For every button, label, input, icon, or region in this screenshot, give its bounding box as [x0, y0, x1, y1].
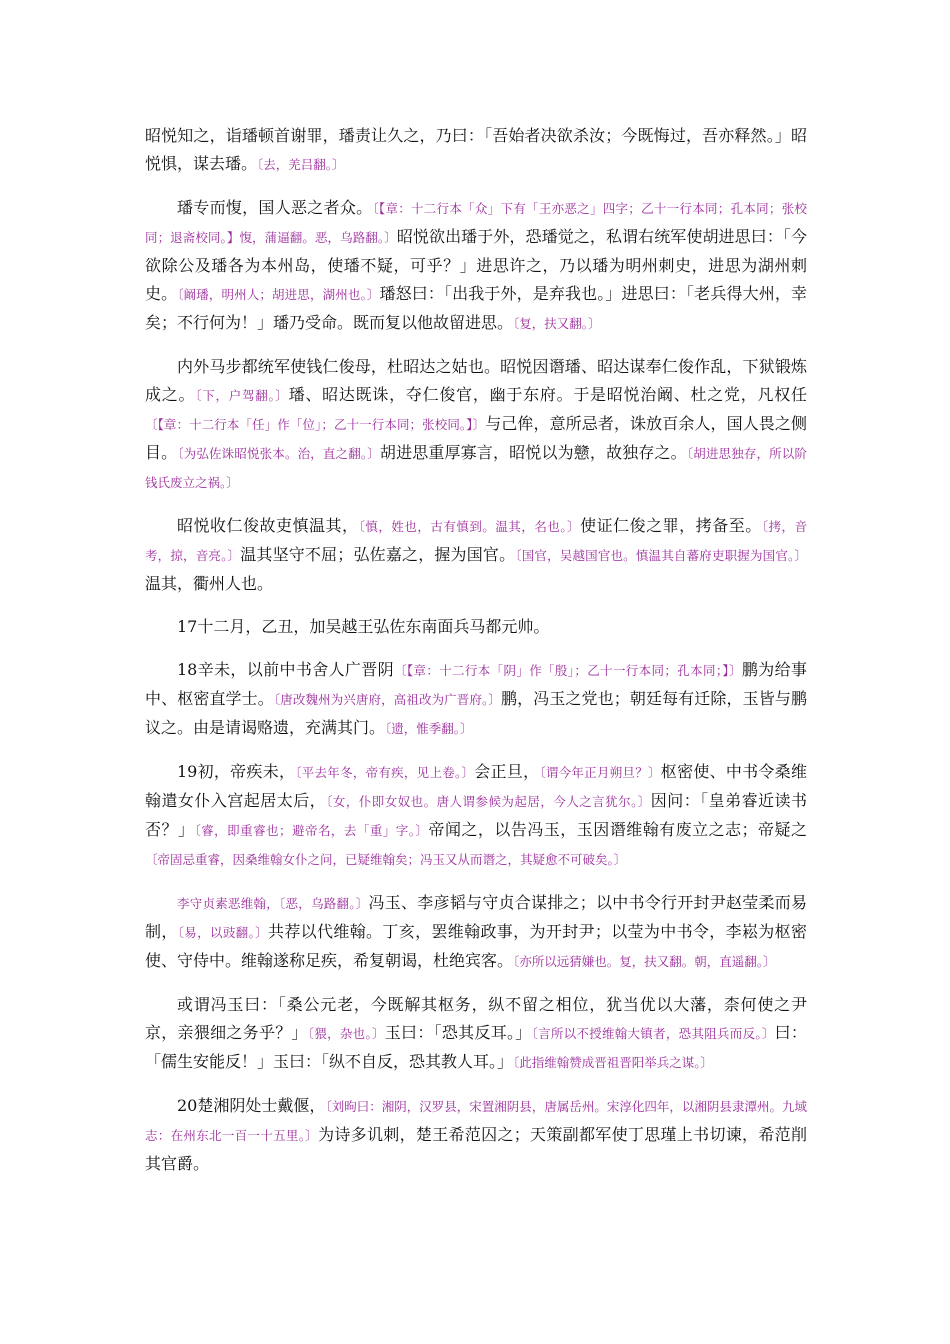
paragraph	[145, 758, 807, 874]
body-text: 枢密使、中书令桑维翰遣女仆入宫起居太后，	[145, 762, 807, 810]
body-text: 玉曰：「恐其反耳。」	[384, 1023, 532, 1042]
body-text: 鹏，冯玉之党也；朝廷每有迁除，玉皆与鹏议之。由是请谒赂遗，充满其门。	[145, 689, 807, 737]
annotation-note: 〔亦所以远猜嫌也。复，扶又翻。朝，直遥翻。〕	[513, 954, 776, 969]
body-text: 昭悦知之，诣璠顿首谢罪，璠责让久之，乃曰：「吾始者决欲杀汝；今既悔过，吾亦释然。」昭悦惧，谋去璠。	[145, 126, 807, 173]
annotation-note: 〔女，仆即女奴也。唐人谓参候为起居，今人之言犹尔。〕	[326, 794, 651, 809]
body-text: 冯玉、李彦韬与守贞合谋排之；以中书令行开封尹赵莹柔而易制，	[145, 893, 807, 941]
document-page	[145, 122, 807, 1193]
body-text: 18辛未，以前中书舍人广晋阴	[177, 660, 395, 679]
annotation-note: 〔遗，惟季翻。〕	[385, 721, 473, 736]
annotation-note: 〔下，户驾翻。〕	[195, 388, 289, 403]
annotation-note: 〔平去年冬，帝有疾，见上卷。〕	[295, 765, 475, 780]
body-text: 使证仁俊之罪，拷备至。	[580, 516, 762, 535]
body-text: 19初，帝疾未，	[177, 762, 296, 781]
annotation-note: 〔慎，姓也，古有慎到。温其，名也。〕	[358, 519, 581, 534]
body-text: 会正旦，	[474, 762, 540, 781]
body-text: 为诗多讥刺，楚王希范囚之；天策副都军使丁思瑾上书切谏，希范削其官爵。	[145, 1125, 807, 1173]
body-text: 温其坚守不屈；弘佐嘉之，握为国官。	[240, 545, 516, 564]
body-text: 与己侔，意所忌者，诛放百余人，国人畏之侧目。	[145, 414, 807, 462]
annotation-note: 〔胡进思独存，所以阶钱氏废立之祸。〕	[145, 446, 807, 490]
body-text: 帝闻之，以告冯玉，玉因谮维翰有废立之志；帝疑之	[428, 820, 807, 839]
paragraph	[145, 194, 807, 338]
paragraph	[145, 512, 807, 598]
body-text: 17十二月，乙丑，加吴越王弘佐东南面兵马都元帅。	[177, 617, 550, 636]
body-text: 昭悦收仁俊故吏慎温其，	[177, 516, 359, 535]
annotation-note: 〔言所以不授维翰大镇者，恐其阻兵而反。〕	[531, 1026, 775, 1041]
annotation-note: 〔【章：十二行本「任」作「位」；乙十一行本同；张校同。】〕	[145, 417, 486, 432]
annotation-note: 〔【章：十二行本「众」下有「王亦恶之」四字；乙十一行本同；孔本同；张校同；退斋校同。】愎，蒲逼翻。恶，乌路翻。〕	[145, 201, 807, 245]
annotation-note: 〔猥，杂也。〕	[307, 1026, 385, 1041]
body-text: 胡进思重厚寡言，昭悦以为戆，故独存之。	[379, 443, 687, 462]
body-text: 共荐以代维翰。丁亥，罢维翰政事，为开封尹；以莹为中书令，李崧为枢密使、守侍中。维翰遂称足疾，希复朝谒，杜绝宾客。	[145, 922, 807, 970]
annotation-note: 〔拷，音考，掠，音亮。〕	[145, 519, 807, 563]
annotation-note: 〔睿，即重睿也；避帝名，去「重」字。〕	[194, 823, 429, 838]
annotation-note: 〔阚璠，明州人；胡进思，湖州也。〕	[177, 287, 380, 302]
annotation-note: 〔国官，吴越国官也。慎温其自蕃府吏职握为国官。〕	[515, 548, 807, 563]
annotation-note: 〔唐改魏州为兴唐府，高祖改为广晋府。〕	[273, 692, 501, 707]
paragraph	[145, 991, 807, 1077]
annotation-note: 〔去，羌吕翻。〕	[257, 157, 345, 172]
paragraph	[145, 122, 807, 179]
paragraph	[145, 889, 807, 976]
paragraph	[145, 613, 807, 641]
body-text: 或谓冯玉曰：「桑公元老，今既解其枢务，纵不留之相位，犹当优以大藩，柰何使之尹京，亲猥细之务乎？」	[145, 995, 807, 1042]
annotation-note: 〔为弘佐诛昭悦张本。治，直之翻。〕	[177, 446, 380, 461]
body-text: 璠、昭达既诛，夺仁俊官，幽于东府。于是昭悦治阚、杜之党，凡权任	[288, 385, 807, 404]
paragraph	[145, 1092, 807, 1178]
annotation-note: 〔【章：十二行本「阴」作「殷」；乙十一行本同；孔本同；】〕	[394, 663, 742, 678]
annotation-note: 〔复，扶又翻。〕	[513, 316, 601, 331]
annotation-note: 〔谓今年正月朔旦？〕	[539, 765, 661, 780]
body-text: 内外马步都统军使钱仁俊母，杜昭达之姑也。昭悦因谮璠、昭达谋奉仁俊作乱，下狱锻炼成之。	[145, 357, 807, 404]
body-text: 曰：「儒生安能反！」玉曰：「纵不自反，恐其教人耳。」	[145, 1023, 807, 1071]
body-text: 20楚湘阴处士戴偃，	[177, 1096, 326, 1115]
body-text: 温其，衢州人也。	[145, 574, 274, 593]
body-text: 璠怒曰：「出我于外，是弃我也。」进思曰：「老兵得大州，幸矣；不行何为！」璠乃受命。既而复以他故留进思。	[145, 284, 807, 332]
paragraph	[145, 656, 807, 743]
annotation-note: 〔帝固忌重睿，因桑维翰女仆之问，已疑维翰矣；冯玉又从而谮之，其疑愈不可破矣。〕	[145, 852, 627, 867]
annotation-note: 〔刘昫曰：湘阴，汉罗县，宋置湘阴县，唐属岳州。宋淳化四年，以湘阴县隶潭州。九域志：在州东北一百一十五里。〕	[145, 1099, 807, 1143]
body-text: 璠专而愎，国人恶之者众。	[177, 198, 373, 217]
annotation-note: 李守贞素恶维翰，〔恶，乌路翻。〕	[177, 896, 369, 911]
body-text: 鹏为给事中、枢密直学士。	[145, 660, 807, 708]
annotation-note: 〔此指维翰赞成晋祖晋阳举兵之谋。〕	[513, 1055, 714, 1070]
body-text: 昭悦欲出璠于外，恐璠觉之，私谓右统军使胡进思曰：「今欲除公及璠各为本州岛，使璠不疑，可乎？」进思许之，乃以璠为明州刺史，进思为湖州刺史。	[145, 227, 807, 303]
paragraph	[145, 353, 807, 497]
annotation-note: 〔易，以豉翻。〕	[177, 925, 268, 940]
body-text: 因问：「皇弟睿近读书否？」	[145, 791, 807, 839]
